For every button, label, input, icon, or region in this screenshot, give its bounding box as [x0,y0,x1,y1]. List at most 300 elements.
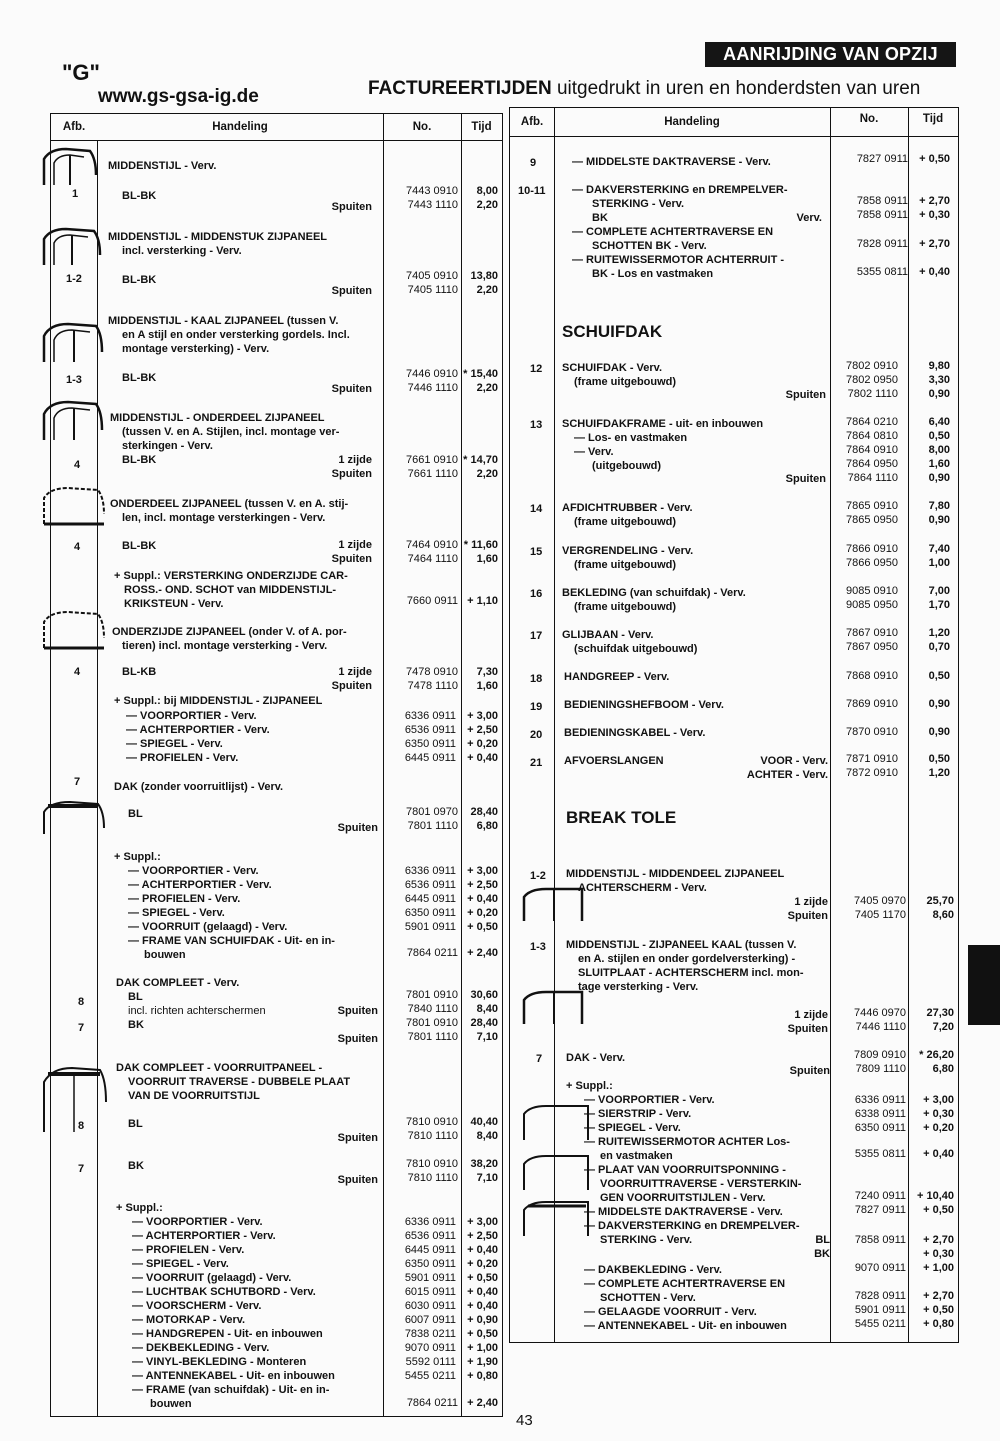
afb-ref: 4 [74,541,81,553]
time-value: 6,80 [932,1063,954,1075]
website-url[interactable]: www.gs-gsa-ig.de [98,86,259,107]
part-number: 7871 0910 [846,753,898,765]
part-number: 7405 0970 [854,895,906,907]
time-value: + 0,20 [923,1122,954,1134]
time-value: + 0,20 [467,738,498,750]
suppl-item: — DEKBEKLEDING - Verv. [132,1342,270,1354]
part-number: 6350 0911 [404,738,456,750]
part-number: 7801 0910 [406,989,458,1001]
part-number: 7867 0950 [846,641,898,653]
op-label: BL-KB [122,666,157,678]
afb-ref: 14 [530,503,543,515]
op-sub: incl. versterking - Verv. [122,245,242,257]
suppl-item: — SIERSTRIP - Verv. [584,1108,692,1120]
op-sub: (frame uitgebouwd) [574,376,677,388]
time-value: 1,00 [928,557,950,569]
afb-ref: 12 [530,363,543,375]
time-value: 25,70 [926,895,954,907]
afb-ref: 4 [74,459,81,471]
part-number: 7661 0910 [406,454,458,466]
time-value: 7,10 [476,1031,498,1043]
time-value: 1,60 [928,458,950,470]
suppl-item: — PROFIELEN - Verv. [126,752,239,764]
time-value: 0,90 [928,388,950,400]
time-value: + 2,50 [467,879,498,891]
part-number: 7864 0211 [406,1397,458,1409]
time-value: 2,20 [476,382,498,394]
suppl-item: — ACHTERPORTIER - Verv. [126,724,270,736]
op-title: DAK - Verv. [566,1052,626,1064]
time-value: 28,40 [470,1017,498,1029]
suppl-item: — MIDDELSTE DAKTRAVERSE - Verv. [584,1206,783,1218]
time-value: 38,20 [470,1158,498,1170]
time-value: 1,70 [928,599,950,611]
op-title: montage versterking) - Verv. [122,343,270,355]
suppl-item: — DAKVERSTERKING en DREMPELVER- [584,1220,800,1232]
suppl-item: — RUITEWISSERMOTOR ACHTER Los- [584,1136,790,1148]
page-subtitle [368,78,920,100]
op-label: Spuiten [331,285,372,297]
time-value: 0,50 [928,670,950,682]
op-title: tage versterking - Verv. [578,981,699,993]
suppl-item: — SPIEGEL - Verv. [584,1122,681,1134]
section-heading: BREAK TOLE [566,808,677,827]
suppl-item: — VOORPORTIER - Verv. [132,1216,263,1228]
afb-ref: 7 [78,1022,85,1034]
part-number: 6336 0911 [404,710,456,722]
part-number: 7858 0911 [856,195,908,207]
time-value: + 0,40 [467,752,498,764]
part-number: 9070 0911 [404,1342,456,1354]
op-title: en A. stijlen en onder gordelversterking) - [578,953,796,965]
col-handeling: Handeling [212,121,268,133]
op-label: 1 zijde [794,1009,828,1021]
suppl-line: KRIKSTEUN - Verv. [124,598,224,610]
suppl-item: SCHOTTEN - Verv. [600,1292,696,1304]
part-number: 6350 0911 [854,1122,906,1134]
suppl-item: — FRAME VAN SCHUIFDAK - Uit- en in- [128,935,335,947]
time-value: 0,90 [928,472,950,484]
part-number: 7838 0211 [404,1328,456,1340]
part-number: 7864 0210 [846,416,898,428]
col-divider [830,108,831,1342]
time-value: + 0,40 [919,266,950,278]
op-label: Spuiten [331,553,372,565]
part-number: 7478 1110 [407,680,458,692]
op-label: 1 zijde [338,454,372,466]
op-title: MIDDENSTIJL - MIDDENSTUK ZIJPANEEL [108,231,327,243]
afb-ref: 15 [530,546,543,558]
car-roof-sketch-icon [40,1062,108,1136]
suppl-item: — SPIEGEL - Verv. [128,907,225,919]
part-number: 7828 0911 [856,238,908,250]
suppl-item: — ANTENNEKABEL - Uit- en inbouwen [584,1320,787,1332]
time-value: 0,50 [928,430,950,442]
op-title: SCHUIFDAK - Verv. [562,362,663,374]
part-number: 7443 1110 [407,199,458,211]
time-value: 2,20 [476,284,498,296]
op-title: VERGRENDELING - Verv. [562,545,694,557]
suppl-item: — PROFIELEN - Verv. [128,893,241,905]
op-title: ONDERDEEL ZIJPANEEL (tussen V. en A. stij- [110,498,349,510]
part-number: 7660 0911 [406,595,458,607]
time-value: + 2,40 [467,947,498,959]
suppl-item: — VINYL-BEKLEDING - Monteren [132,1356,307,1368]
time-value: 1,60 [476,680,498,692]
part-number: 7869 0910 [846,698,898,710]
time-value: + 0,20 [467,907,498,919]
op-sub: (frame uitgebouwd) [574,516,677,528]
op-title: ACHTERSCHERM - Verv. [578,882,707,894]
op-title: en A stijl en onder versterking gordels. Incl. [122,329,350,341]
op-label: BL-BK [122,274,157,286]
part-number: 9070 0911 [854,1262,906,1274]
time-value: 0,50 [928,753,950,765]
op-title: — DAKVERSTERKING en DREMPELVER- [572,184,788,196]
time-value: * 14,70 [463,454,498,466]
suppl-line: ROSS.- OND. SCHOT van MIDDENSTIJL- [124,584,337,596]
suppl-item: — DAKBEKLEDING - Verv. [584,1264,722,1276]
afb-ref: 1-2 [530,870,546,882]
suppl-item: — HANDGREPEN - Uit- en inbouwen [132,1328,323,1340]
time-value: + 10,40 [916,1190,954,1202]
time-value: + 0,50 [923,1304,954,1316]
part-number: 7240 0911 [854,1190,906,1202]
part-number: 7801 0970 [406,806,458,818]
break-sketch-icon [520,885,586,925]
car-sill-sketch-icon [40,484,106,528]
part-number: 7866 0910 [846,543,898,555]
part-number: 5355 0811 [856,266,908,278]
suppl-item: — SPIEGEL - Verv. [132,1258,229,1270]
col-no: No. [412,121,432,133]
time-value: + 2,70 [923,1234,954,1246]
op-label: Spuiten [789,1065,830,1077]
time-value: 1,60 [476,553,498,565]
time-value: * 15,40 [463,368,498,380]
part-number: 7802 1110 [847,388,898,400]
op-title: STERKING - Verv. [592,198,685,210]
afb-ref: 4 [74,666,81,678]
part-number: 6336 0911 [404,1216,456,1228]
part-number: 6030 0911 [404,1300,456,1312]
op-label: BL-BK [122,190,157,202]
part-number: 6536 0911 [404,724,456,736]
car-pillar-sketch-icon [40,398,104,444]
afb-ref: 8 [78,1120,85,1132]
part-number: 5592 0111 [405,1356,456,1368]
afb-ref: 8 [78,996,85,1008]
time-value: 7,80 [928,500,950,512]
part-number: 7801 1110 [407,1031,458,1043]
part-number: 7865 0950 [846,514,898,526]
op-label: BL-BK [122,454,157,466]
time-value: + 0,40 [923,1148,954,1160]
op-title: len, incl. montage versterkingen - Verv. [122,512,326,524]
part-number: 7405 1170 [854,909,906,921]
op-title: tieren) incl. montage versterking - Verv. [122,640,328,652]
op-label: BL [128,991,143,1003]
afb-ref: 19 [530,701,543,713]
time-value: + 2,50 [467,724,498,736]
afb-ref: 17 [530,630,543,642]
time-value: 8,60 [932,909,954,921]
op-sub: — Verv. [574,446,614,458]
op-title: BK - Los en vastmaken [592,268,714,280]
time-value: 7,00 [928,585,950,597]
car-pillar-sketch-icon [40,320,104,366]
part-number: 7858 0911 [854,1234,906,1246]
part-number: 7810 1110 [407,1130,458,1142]
car-sill-sketch-icon [40,608,106,652]
time-value: + 0,50 [923,1204,954,1216]
time-value: + 0,80 [923,1318,954,1330]
op-label: Spuiten [337,1132,378,1144]
op-label: VOOR - Verv. [760,755,828,767]
op-title: sterkingen - Verv. [122,440,213,452]
page-number: 43 [516,1412,533,1429]
op-title: VOORRUIT TRAVERSE - DUBBELE PLAAT [128,1076,351,1088]
time-value: + 2,70 [919,195,950,207]
op-title: — MIDDELSTE DAKTRAVERSE - Verv. [572,156,771,168]
suppl-line: + Suppl.: VERSTERKING ONDERZIJDE CAR- [114,570,348,582]
time-value: 13,80 [470,270,498,282]
suppl-item: — ANTENNEKABEL - Uit- en inbouwen [132,1370,335,1382]
part-number: 7810 0910 [406,1116,458,1128]
op-title: MIDDENSTIJL - Verv. [108,160,217,172]
section-banner: AANRIJDING VAN OPZIJ [705,42,956,67]
suppl-item: — ACHTERPORTIER - Verv. [132,1230,276,1242]
time-value: 6,80 [476,820,498,832]
part-number: 7864 0810 [846,430,898,442]
afb-ref: 7 [536,1053,543,1065]
op-label: BL [815,1234,830,1246]
time-value: + 0,40 [467,1244,498,1256]
op-label: BK [592,212,608,224]
part-number: 7802 0910 [846,360,898,372]
afb-ref: 10-11 [518,185,546,197]
op-label: BL-BK [122,540,157,552]
suppl-item: bouwen [150,1398,192,1410]
part-number: 7864 0211 [406,947,458,959]
time-value: 1,20 [928,767,950,779]
part-number: 7802 0950 [846,374,898,386]
time-value: + 2,70 [923,1290,954,1302]
suppl-header: + Suppl.: [114,851,161,863]
break-roof-sketch-icon [520,1100,592,1240]
time-value: 8,40 [476,1003,498,1015]
part-number: 7864 0950 [846,458,898,470]
thumb-index-tab [968,945,1000,1025]
time-value: + 0,40 [467,893,498,905]
part-number: 5455 0211 [404,1370,456,1382]
op-label: Verv. [796,212,822,224]
op-label: Spuiten [785,389,826,401]
suppl-item: — VOORRUIT (gelaagd) - Verv. [132,1272,292,1284]
op-label: 1 zijde [794,896,828,908]
part-number: 6338 0911 [854,1108,906,1120]
suppl-item: VOORRUITTRAVERSE - VERSTERKIN- [600,1178,802,1190]
part-number: 7809 1110 [855,1063,906,1075]
suppl-header: + Suppl.: [116,1202,163,1214]
op-title: SCHOTTEN BK - Verv. [592,240,707,252]
part-number: 6445 0911 [404,752,456,764]
subtitle-rest: uitgedrukt in uren en honderdsten van uren [551,78,921,99]
op-sub: (frame uitgebouwd) [574,559,677,571]
part-number: 6445 0911 [404,1244,456,1256]
part-number: 5901 0911 [854,1304,906,1316]
time-value: + 3,00 [467,1216,498,1228]
suppl-item: — VOORPORTIER - Verv. [584,1094,715,1106]
op-label: incl. richten achterschermen [128,1005,266,1017]
op-label: ACHTER - Verv. [746,769,828,781]
time-value: + 0,30 [923,1108,954,1120]
time-value: + 2,40 [467,1397,498,1409]
part-number: 6445 0911 [404,893,456,905]
car-pillar-sketch-icon [40,145,98,189]
afb-ref: 18 [530,673,543,685]
afb-ref: 1-3 [530,941,546,953]
suppl-item: — SPIEGEL - Verv. [126,738,223,750]
part-number: 7866 0950 [846,557,898,569]
afb-ref: 1 [72,188,79,200]
time-value: + 3,00 [467,710,498,722]
part-number: 5455 0211 [854,1318,906,1330]
suppl-header: + Suppl.: [566,1080,613,1092]
time-value: + 0,50 [467,921,498,933]
time-value: + 0,30 [919,209,950,221]
op-title: HANDGREEP - Verv. [564,671,670,683]
part-number: 7864 0910 [846,444,898,456]
time-value: 27,30 [926,1007,954,1019]
part-number: 7858 0911 [856,209,908,221]
col-handeling: Handeling [664,116,720,128]
op-title: BEDIENINGSKABEL - Verv. [564,727,706,739]
op-sub: (uitgebouwd) [592,460,662,472]
part-number: 7446 0970 [854,1007,906,1019]
op-label: Spuiten [787,910,828,922]
suppl-item: — LUCHTBAK SCHUTBORD - Verv. [132,1286,316,1298]
col-afb: Afb. [520,116,544,128]
suppl-item: STERKING - Verv. [600,1234,693,1246]
part-number: 7478 0910 [406,666,458,678]
op-label: Spuiten [787,1023,828,1035]
afb-ref: 7 [74,776,81,788]
part-number: 7864 1110 [847,472,898,484]
afb-ref: 16 [530,588,543,600]
time-value: + 0,50 [467,1328,498,1340]
time-value: 2,20 [476,199,498,211]
op-label: BK [128,1019,144,1031]
part-number: 7867 0910 [846,627,898,639]
part-number: 5901 0911 [404,1272,456,1284]
part-number: 7865 0910 [846,500,898,512]
time-value: 0,70 [928,641,950,653]
time-value: + 0,80 [467,1370,498,1382]
col-afb: Afb. [62,121,86,133]
part-number: 7405 1110 [407,284,458,296]
time-value: 40,40 [470,1116,498,1128]
time-value: 8,00 [476,185,498,197]
op-label: BL [128,808,143,820]
suppl-item: en vastmaken [600,1150,673,1162]
op-title: DAK (zonder voorruitlijst) - Verv. [114,781,284,793]
suppl-item: — FRAME (van schuifdak) - Uit- en in- [132,1384,330,1396]
op-title: MIDDENSTIJL - MIDDENDEEL ZIJPANEEL [566,868,785,880]
part-number: 7870 0910 [846,726,898,738]
time-value: 3,30 [928,374,950,386]
op-title: DAK COMPLEET - VOORRUITPANEEL - [116,1062,323,1074]
op-label: Spuiten [337,1033,378,1045]
time-value: 0,90 [928,726,950,738]
op-title: BEDIENINGSHEFBOOM - Verv. [564,699,724,711]
time-value: 9,80 [928,360,950,372]
op-title: MIDDENSTIJL - ONDERDEEL ZIJPANEEL [110,412,325,424]
op-label: Spuiten [337,1005,378,1017]
time-value: 7,20 [932,1021,954,1033]
time-value: 0,90 [928,698,950,710]
part-number: 7810 1110 [407,1172,458,1184]
time-value: + 0,30 [923,1248,954,1260]
car-pillar-sketch-icon [40,225,102,269]
part-number: 7810 0910 [406,1158,458,1170]
op-title: SCHUIFDAKFRAME - uit- en inbouwen [562,418,764,430]
part-number: 7661 1110 [407,468,458,480]
op-title: — COMPLETE ACHTERTRAVERSE EN [572,226,774,238]
time-value: + 3,00 [467,865,498,877]
time-value: + 1,00 [923,1262,954,1274]
op-label: Spuiten [337,1174,378,1186]
time-value: + 0,40 [467,1300,498,1312]
op-title: SLUITPLAAT - ACHTERSCHERM incl. mon- [578,967,804,979]
part-number: 7827 0911 [856,153,908,165]
part-number: 5355 0811 [854,1148,906,1160]
part-number: 7443 0910 [406,185,458,197]
suppl-item: — PLAAT VAN VOORRUITSPONNING - [584,1164,786,1176]
part-number: 7446 1110 [855,1021,906,1033]
time-value: * 26,20 [919,1049,954,1061]
suppl-item: — ACHTERPORTIER - Verv. [128,879,272,891]
part-number: 7464 1110 [407,553,458,565]
part-number: 7809 0910 [854,1049,906,1061]
time-value: 28,40 [470,806,498,818]
time-value: + 1,90 [467,1356,498,1368]
part-number: 6536 0911 [404,879,456,891]
op-label: Spuiten [331,468,372,480]
time-value: + 0,50 [467,1272,498,1284]
time-value: + 1,10 [467,595,498,607]
time-value: 2,20 [476,468,498,480]
part-number: 7446 1110 [407,382,458,394]
col-tijd: Tijd [922,113,944,125]
col-tijd: Tijd [471,121,492,133]
op-label: 1 zijde [338,666,372,678]
afb-ref: 1-2 [66,273,82,285]
part-number: 7446 0910 [406,368,458,380]
part-number: 9085 0950 [846,599,898,611]
op-title: AFDICHTRUBBER - Verv. [562,502,693,514]
suppl-item: — VOORSCHERM - Verv. [132,1300,262,1312]
op-label: BL [128,1118,143,1130]
part-number: 7405 0910 [406,270,458,282]
part-number: 7464 0910 [406,539,458,551]
part-number: 7801 1110 [407,820,458,832]
time-value: 0,90 [928,514,950,526]
op-sub: (schuifdak uitgebouwd) [574,643,698,655]
suppl-item: GEN VOORRUITSTIJLEN - Verv. [600,1192,766,1204]
op-label: 1 zijde [338,539,372,551]
op-title: AFVOERSLANGEN [564,755,664,767]
